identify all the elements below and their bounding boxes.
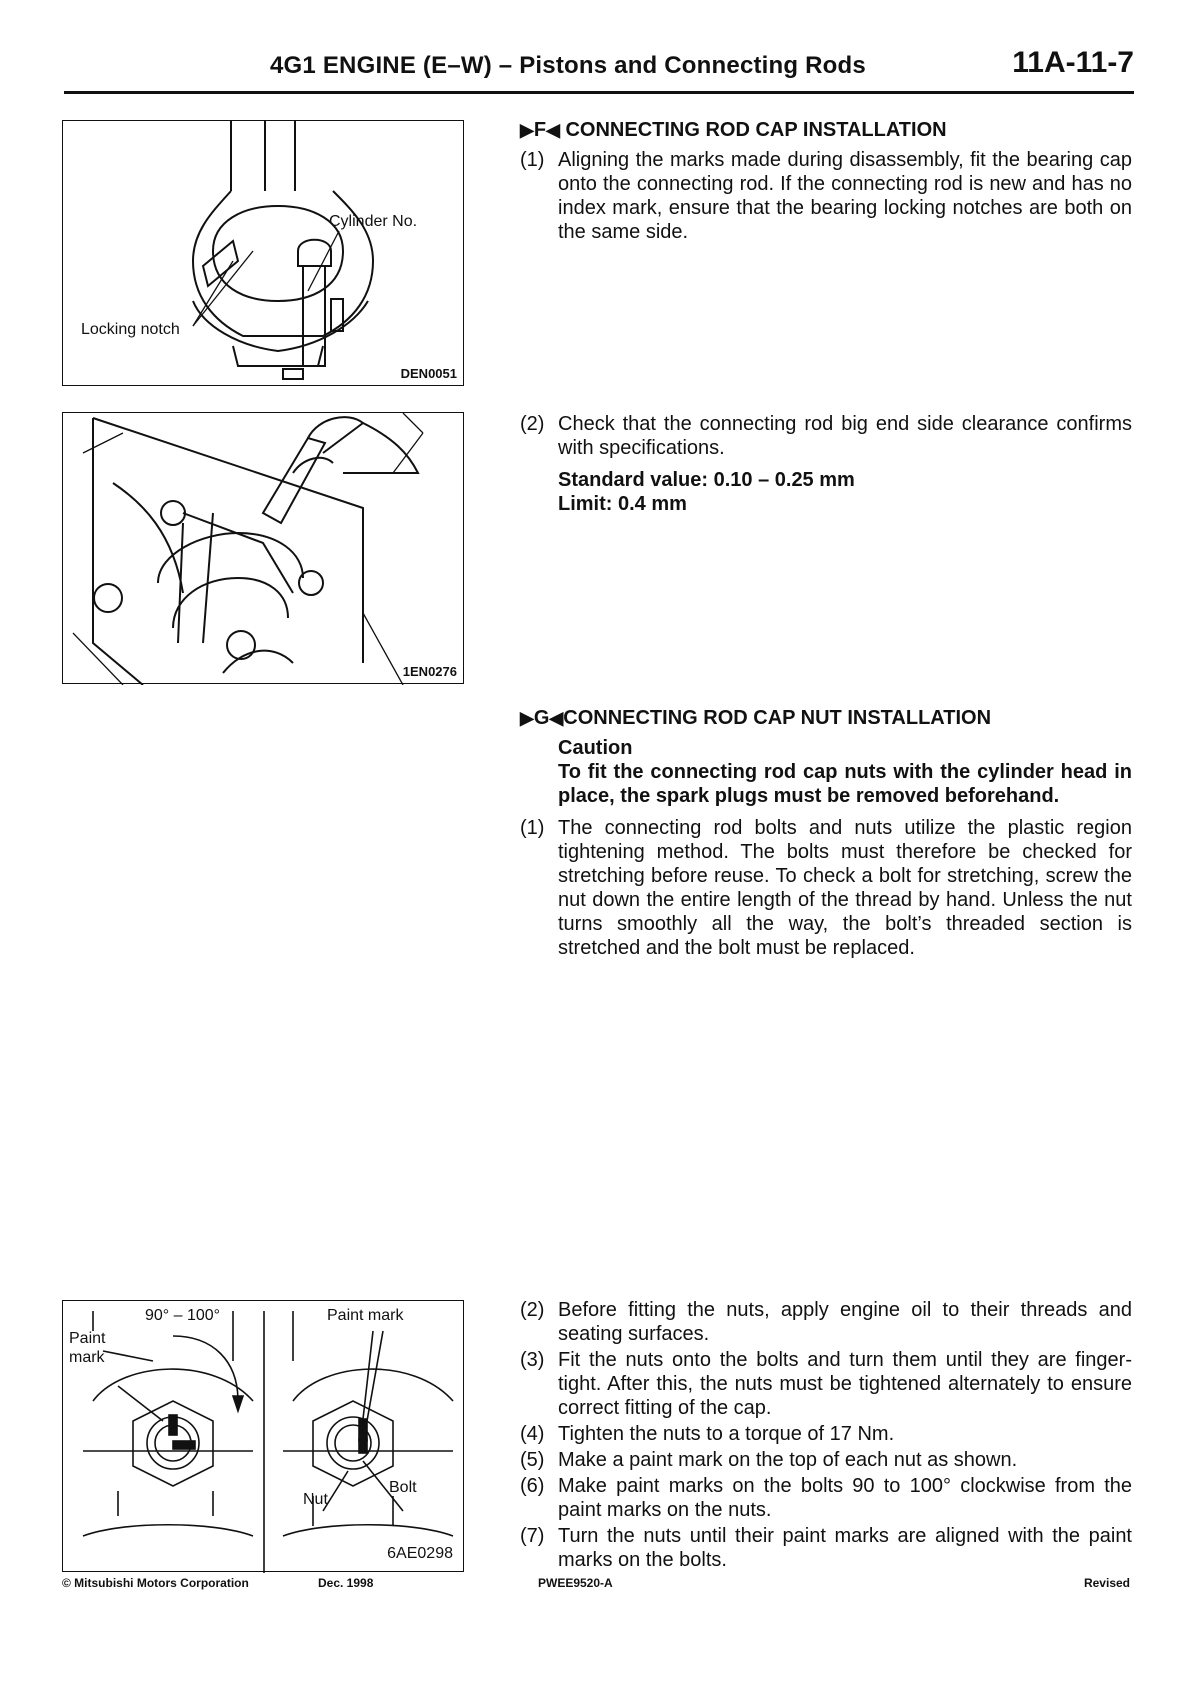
section-rod-cap-nut-installation bbox=[520, 706, 1132, 962]
step-item bbox=[520, 1348, 1132, 1420]
footer-document-code: PWEE9520-A bbox=[538, 1576, 613, 1590]
section-heading bbox=[520, 706, 1132, 730]
caution-label: Caution bbox=[558, 737, 633, 759]
section-heading bbox=[520, 118, 1132, 142]
page-number: 11A-11-7 bbox=[1012, 46, 1134, 79]
step-item bbox=[520, 412, 1132, 460]
section-title: CONNECTING ROD CAP NUT INSTALLATION bbox=[563, 707, 992, 729]
page-header-title: 4G1 ENGINE (E–W) – Pistons and Connecting Rods bbox=[270, 52, 866, 79]
footer-status: Revised bbox=[1083, 1576, 1130, 1590]
step-number: (2) bbox=[520, 1299, 545, 1321]
limit-value: Limit: 0.4 mm bbox=[558, 493, 687, 515]
section-nut-tightening-steps bbox=[520, 1298, 1132, 1574]
step-item bbox=[520, 816, 1132, 960]
figure-code: 6AE0298 bbox=[387, 1545, 453, 1562]
step-item bbox=[520, 1524, 1132, 1572]
right-triangle-icon: ▶ bbox=[520, 708, 534, 728]
header-rule bbox=[64, 91, 1134, 94]
step-text: Turn the nuts until their paint marks are aligned with the paint marks on the bolts. bbox=[558, 1525, 1132, 1571]
connecting-rod-illustration bbox=[63, 121, 465, 387]
section-marker: G bbox=[533, 707, 550, 729]
step-text: Aligning the marks made during disassembly, fit the bearing cap onto the connecting rod. If the connecting rod is new and has no index mark, ensure that the bearing locking notches are both on the same side. bbox=[558, 149, 1132, 243]
engine-block-illustration bbox=[63, 413, 465, 685]
step-text: Make a paint mark on the top of each nut as shown. bbox=[558, 1449, 1018, 1471]
step-number: (4) bbox=[520, 1423, 545, 1445]
step-item bbox=[520, 1298, 1132, 1346]
right-triangle-icon: ▶ bbox=[520, 120, 534, 140]
standard-value: Standard value: 0.10 – 0.25 mm bbox=[558, 469, 855, 491]
caution-text: To fit the connecting rod cap nuts with the cylinder head in place, the spark plugs must be removed beforehand. bbox=[558, 761, 1132, 807]
label-nut: Nut bbox=[303, 1491, 328, 1508]
label-cylinder-no: Cylinder No. bbox=[329, 213, 418, 230]
section-marker: F bbox=[533, 119, 547, 141]
label-locking-notch: Locking notch bbox=[81, 321, 180, 338]
label-angle: 90° – 100° bbox=[145, 1307, 221, 1324]
section-side-clearance bbox=[520, 412, 1132, 516]
label-bolt: Bolt bbox=[389, 1479, 417, 1496]
step-item bbox=[520, 1474, 1132, 1522]
step-text: Make paint marks on the bolts 90 to 100° clockwise from the paint marks on the nuts. bbox=[558, 1475, 1132, 1521]
step-number: (1) bbox=[520, 817, 545, 839]
step-number: (5) bbox=[520, 1449, 545, 1471]
step-text: The connecting rod bolts and nuts utilize the plastic region tightening method. The bolts must therefore be checked for stretching before reuse. To check a bolt for stretching, screw the nut down the entire length of the thread by hand. Unless the nut turns smoothly all the way, the bolt’s threaded section is stretched and the bolt must be replaced. bbox=[558, 817, 1132, 959]
step-number: (1) bbox=[520, 149, 545, 171]
left-triangle-icon: ◀ bbox=[546, 120, 560, 140]
section-title: CONNECTING ROD CAP INSTALLATION bbox=[565, 119, 947, 141]
step-number: (6) bbox=[520, 1475, 545, 1497]
step-item bbox=[520, 1422, 1132, 1446]
figure-side-clearance-check bbox=[62, 412, 464, 684]
step-number: (3) bbox=[520, 1349, 545, 1371]
step-item bbox=[520, 148, 1132, 244]
nut-bolt-paint-mark-illustration bbox=[63, 1301, 465, 1573]
step-number: (2) bbox=[520, 413, 545, 435]
step-text: Check that the connecting rod big end side clearance confirms with specifications. bbox=[558, 413, 1132, 459]
section-rod-cap-installation bbox=[520, 118, 1132, 246]
label-paint-mark-left: Paint mark bbox=[69, 1330, 106, 1366]
step-number: (7) bbox=[520, 1525, 545, 1547]
figure-code: 1EN0276 bbox=[402, 664, 457, 679]
left-triangle-icon: ◀ bbox=[549, 708, 564, 728]
figure-paint-marks bbox=[62, 1300, 464, 1572]
step-item bbox=[520, 1448, 1132, 1472]
step-text: Before fitting the nuts, apply engine oil to their threads and seating surfaces. bbox=[558, 1299, 1132, 1345]
footer-copyright: © Mitsubishi Motors Corporation bbox=[62, 1576, 249, 1590]
figure-code: DEN0051 bbox=[400, 366, 457, 381]
label-paint-mark-right: Paint mark bbox=[327, 1307, 404, 1324]
footer-date: Dec. 1998 bbox=[318, 1576, 374, 1590]
figure-connecting-rod-cap bbox=[62, 120, 464, 386]
step-text: Tighten the nuts to a torque of 17 Nm. bbox=[558, 1423, 895, 1445]
step-text: Fit the nuts onto the bolts and turn them until they are finger-tight. After this, the nuts must be tightened alternately to ensure correct fitting of the cap. bbox=[558, 1349, 1132, 1419]
